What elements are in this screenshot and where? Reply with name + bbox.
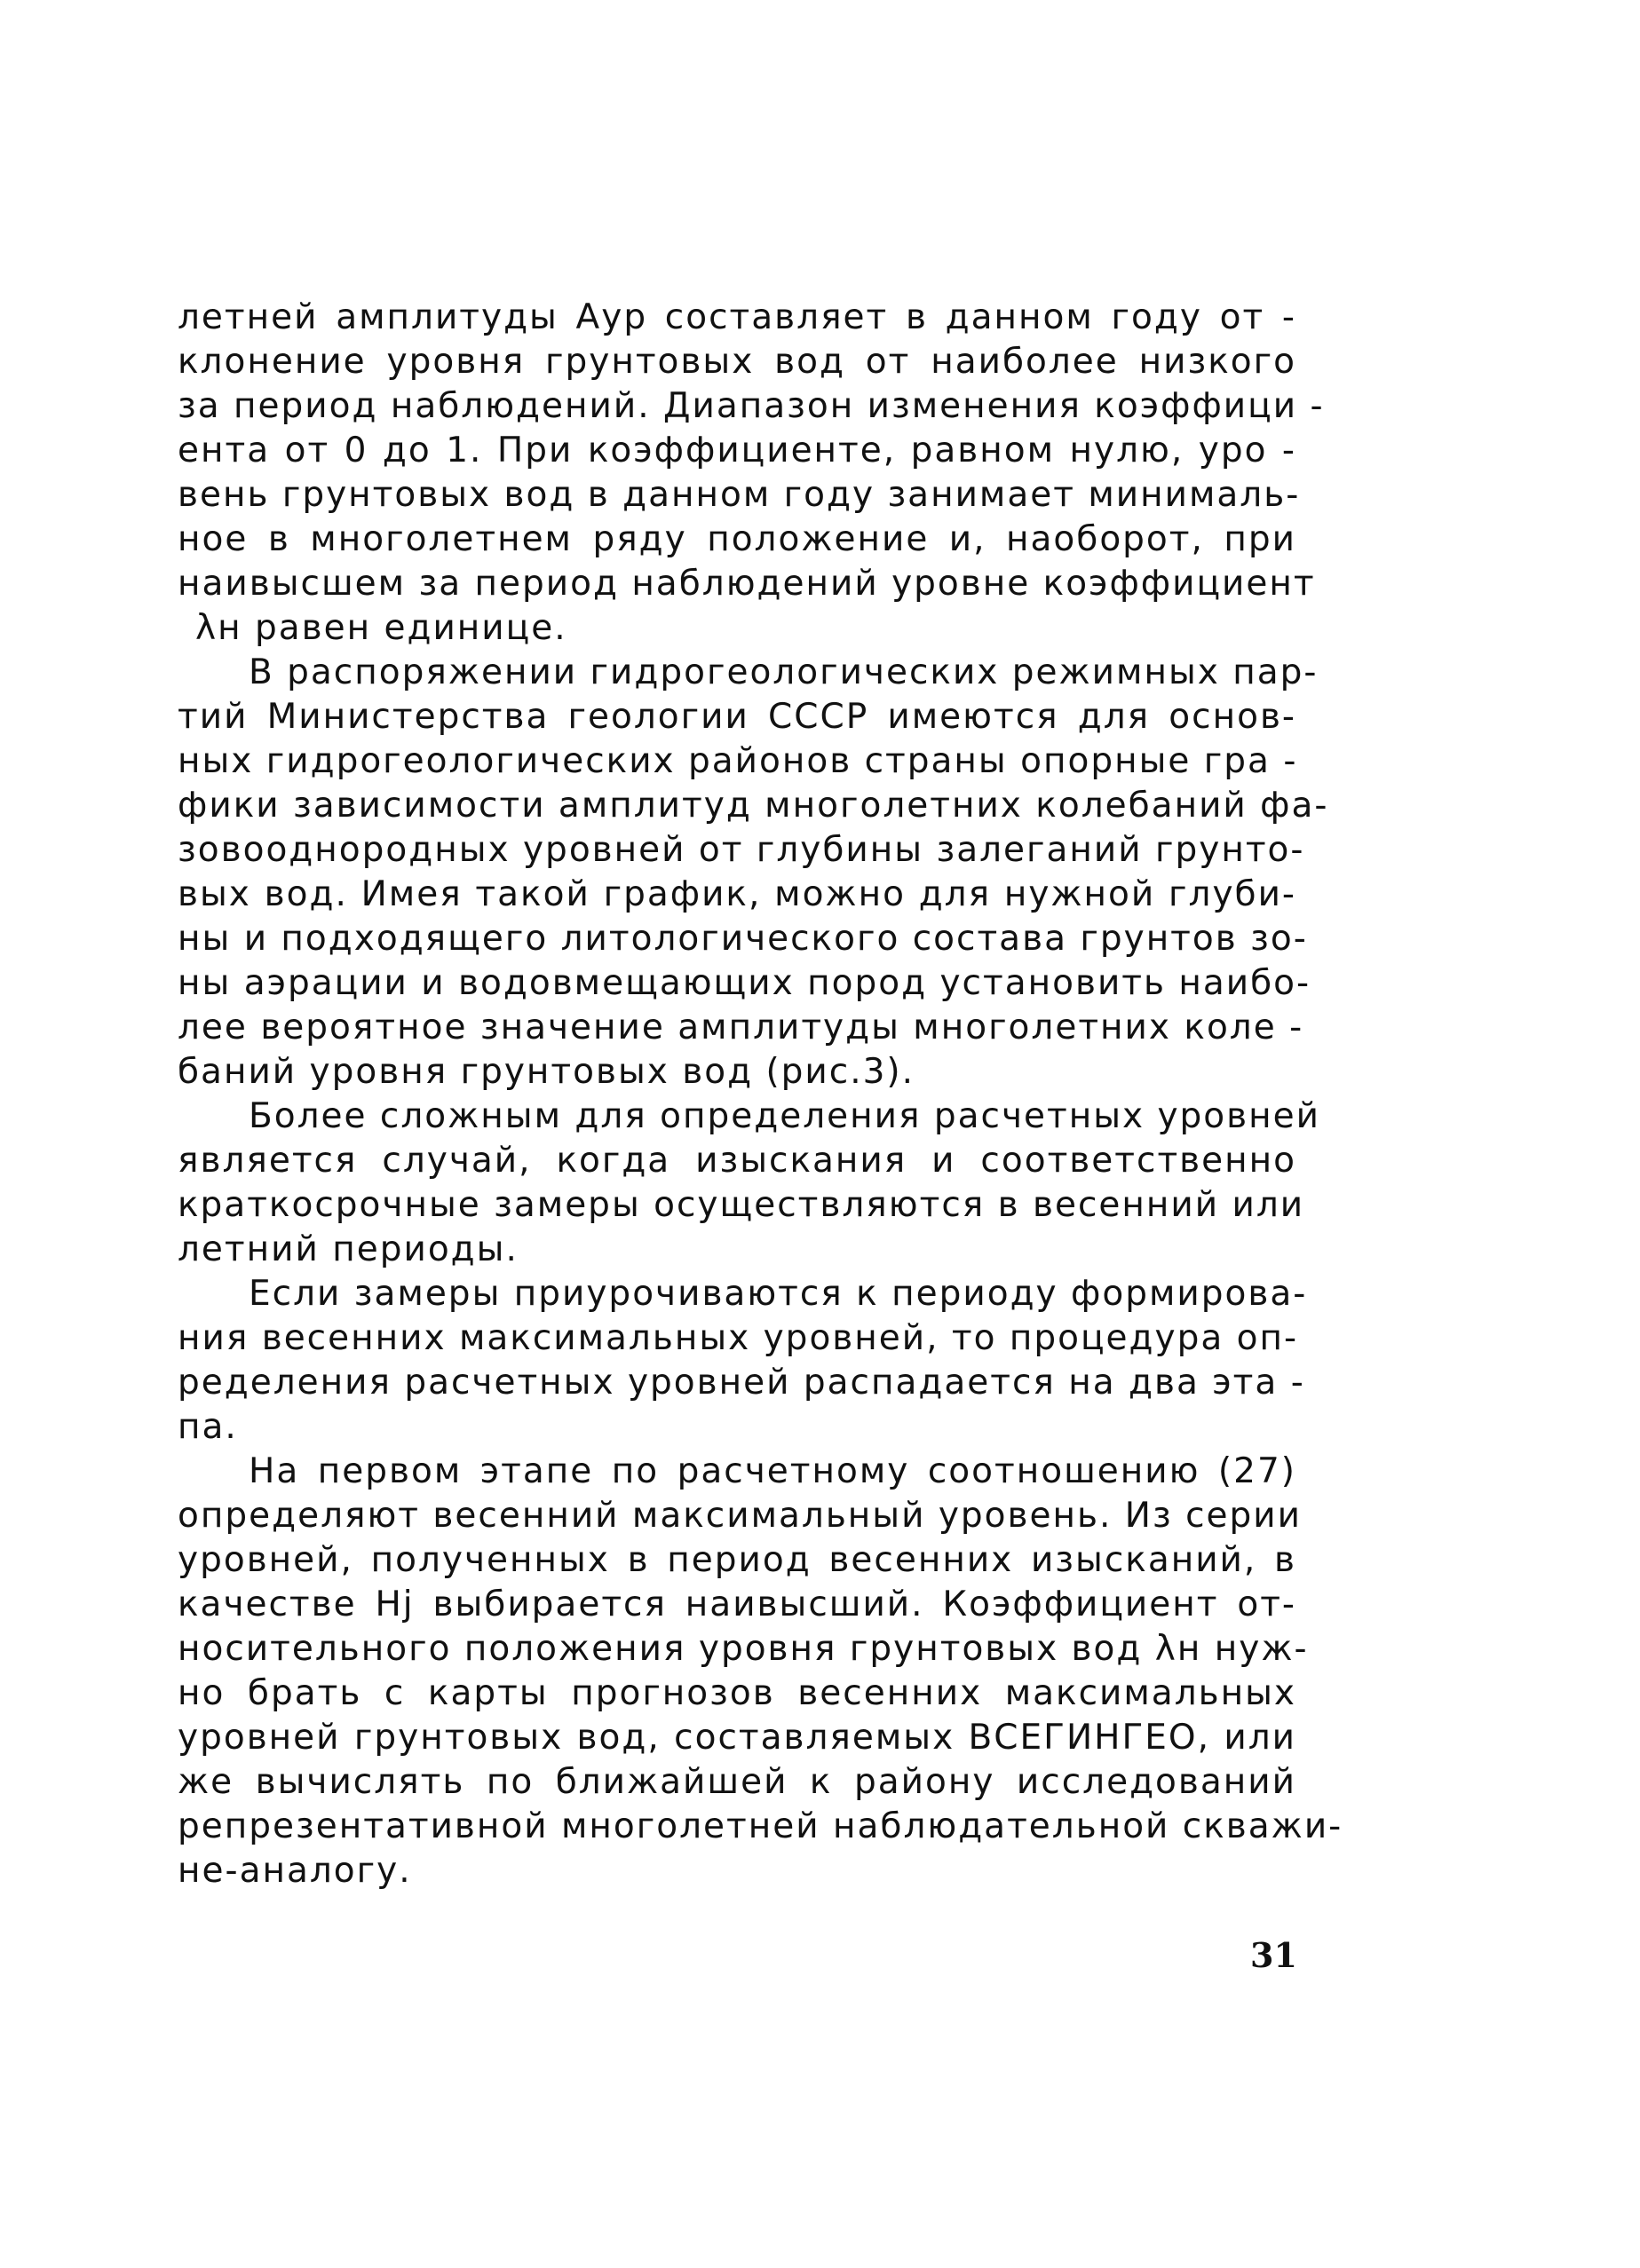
paragraph-start-line: Более сложным для определения расчетных уровней bbox=[249, 1096, 1320, 1136]
text-line: тий Министерства геологии СССР имеются для основ- bbox=[178, 697, 1296, 737]
text-line: же вычислять по ближайшей к району исследований bbox=[178, 1762, 1296, 1802]
text-line: краткосрочные замеры осуществляются в весенний или bbox=[178, 1185, 1305, 1225]
text-line: уровней грунтовых вод, составляемых ВСЕГИНГЕО, или bbox=[178, 1718, 1296, 1758]
paragraph-start-line: В распоряжении гидрогеологических режимных пар- bbox=[249, 652, 1319, 692]
text-line: является случай, когда изыскания и соответственно bbox=[178, 1141, 1296, 1181]
text-line: ны и подходящего литологического состава грунтов зо- bbox=[178, 919, 1308, 959]
text-line: не-аналогу. bbox=[178, 1851, 412, 1891]
text-line: зовооднородных уровней от глубины залеганий грунто- bbox=[178, 830, 1305, 870]
text-line: качестве Hj выбирается наивысший. Коэффициент от- bbox=[178, 1584, 1296, 1624]
text-line: но брать с карты прогнозов весенних максимальных bbox=[178, 1673, 1296, 1713]
text-line: ределения расчетных уровней распадается на два эта - bbox=[178, 1363, 1305, 1403]
text-line: вых вод. Имея такой график, можно для нужной глуби- bbox=[178, 874, 1296, 914]
text-line: ны аэрации и водовмещающих пород установить наибо- bbox=[178, 963, 1311, 1003]
text-line: ента от 0 до 1. При коэффициенте, равном нулю, уро - bbox=[178, 431, 1296, 470]
text-line: определяют весенний максимальный уровень. Из серии bbox=[178, 1496, 1302, 1536]
text-line: клонение уровня грунтовых вод от наиболее низкого bbox=[178, 342, 1296, 382]
text-line: летней амплитуды Aур составляет в данном году от - bbox=[178, 297, 1296, 337]
text-line: ния весенних максимальных уровней, то процедура оп- bbox=[178, 1318, 1299, 1358]
text-line: за период наблюдений. Диапазон изменения коэффици - bbox=[178, 386, 1325, 426]
text-line: ное в многолетнем ряду положение и, наоборот, при bbox=[178, 519, 1296, 559]
text-line: носительного положения уровня грунтовых вод λн нуж- bbox=[178, 1629, 1309, 1669]
text-line: летний периоды. bbox=[178, 1229, 519, 1269]
paragraph-start-line: Если замеры приурочиваются к периоду формирова- bbox=[249, 1274, 1308, 1314]
text-line: вень грунтовых вод в данном году занимает минималь- bbox=[178, 475, 1301, 515]
text-line: фики зависимости амплитуд многолетних колебаний фа- bbox=[178, 786, 1329, 826]
text-line: λн равен единице. bbox=[195, 608, 567, 648]
text-line: баний уровня грунтовых вод (рис.3). bbox=[178, 1052, 915, 1092]
text-line: па. bbox=[178, 1407, 238, 1447]
text-line: лее вероятное значение амплитуды многолетних коле - bbox=[178, 1008, 1304, 1047]
page-number: 31 bbox=[1250, 1935, 1297, 1975]
text-line: наивысшем за период наблюдений уровне коэффициент bbox=[178, 564, 1316, 604]
text-line: уровней, полученных в период весенних изысканий, в bbox=[178, 1540, 1296, 1580]
paragraph-start-line: На первом этапе по расчетному соотношению (27) bbox=[249, 1451, 1296, 1491]
text-line: ных гидрогеологических районов страны опорные гра - bbox=[178, 741, 1298, 781]
body-text bbox=[178, 296, 1343, 1893]
text-line: репрезентативной многолетней наблюдательной скважи- bbox=[178, 1806, 1343, 1846]
